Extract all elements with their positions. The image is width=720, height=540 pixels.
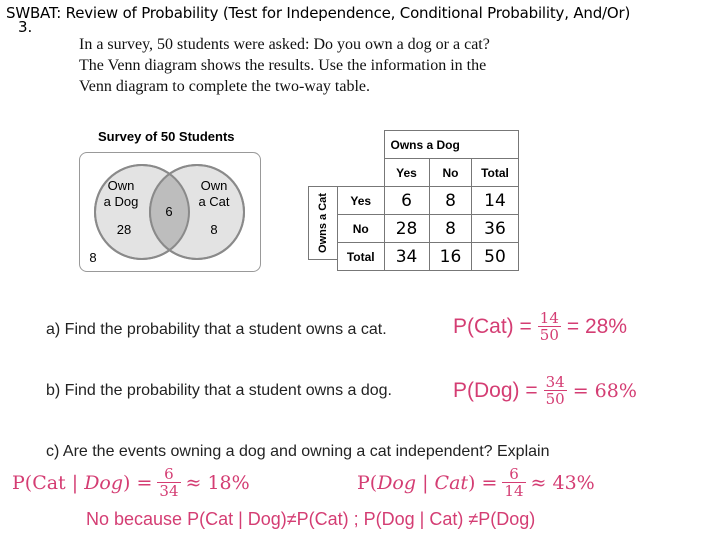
venn-title: Survey of 50 Students: [98, 129, 235, 144]
cell-value: 16: [439, 246, 462, 267]
answer-b: [453, 374, 637, 407]
answer-c2-fraction: [502, 466, 525, 499]
answer-b-fraction: [544, 374, 567, 407]
cell-value: 8: [445, 218, 456, 239]
answer-c2-result: ≈ 43%: [530, 471, 595, 494]
answer-c-cat-given-dog: [12, 466, 250, 499]
row-header: Total: [338, 243, 385, 271]
fraction-numerator: 6: [157, 466, 180, 483]
cell-value: 6: [401, 190, 412, 211]
answer-b-label: P(Dog) =: [453, 378, 538, 402]
top-header: Owns a Dog: [384, 131, 518, 159]
cat-label-line2: a Cat: [198, 194, 230, 209]
answer-c1-fraction: [157, 466, 180, 499]
question-b: b) Find the probability that a student owns a dog.: [46, 382, 392, 399]
dog-label-line1: Own: [107, 178, 135, 193]
answer-c1-result: ≈ 18%: [185, 471, 250, 494]
col-header: Total: [472, 159, 518, 187]
conclusion: No because P(Cat | Dog)≠P(Cat) ; P(Dog | Cat) ≠P(Dog): [86, 509, 536, 529]
fraction-numerator: 14: [539, 309, 559, 327]
problem-number: 3.: [18, 18, 33, 36]
fraction-denominator: 14: [504, 482, 524, 500]
table-cell: [384, 243, 429, 271]
side-header-box: [308, 186, 337, 260]
fraction-denominator: 50: [539, 326, 559, 344]
table-cell: [472, 243, 518, 271]
dog-label-line2: a Dog: [103, 194, 139, 209]
table-cell: [429, 243, 472, 271]
cat-label-line1: Own: [200, 178, 228, 193]
table-cell: [472, 215, 518, 243]
venn-value-cat-only: 8: [210, 222, 218, 237]
problem-line: In a survey, 50 students were asked: Do you own a dog or a cat?: [79, 36, 490, 53]
answer-b-result: = 68%: [572, 379, 637, 402]
answer-c-dog-given-cat: [357, 466, 595, 499]
side-header: Owns a Cat: [316, 193, 329, 253]
page-title: SWBAT: Review of Probability (Test for Independence, Conditional Probability, And/Or): [6, 4, 631, 22]
cell-value: 8: [445, 190, 456, 211]
fraction-denominator: 34: [159, 482, 179, 500]
two-way-table: [337, 130, 519, 271]
table-cell: [429, 187, 472, 215]
problem-line: Venn diagram to complete the two-way table.: [79, 78, 371, 95]
table-cell: [429, 215, 472, 243]
fraction-numerator: 34: [545, 373, 565, 391]
col-header: Yes: [384, 159, 429, 187]
cell-value: 36: [484, 218, 506, 239]
answer-a-result: = 28%: [566, 314, 628, 338]
answer-a: [453, 310, 627, 343]
fraction-numerator: 6: [502, 466, 525, 483]
cell-value: 34: [395, 246, 418, 267]
conditional-label: P(Dog | Cat) =: [357, 471, 498, 494]
col-header: No: [429, 159, 472, 187]
problem-line: The Venn diagram shows the results. Use the information in the: [79, 57, 487, 74]
venn-diagram: [79, 152, 263, 274]
answer-a-label: P(Cat) =: [453, 314, 532, 338]
table-cell: [384, 187, 429, 215]
cell-value: 14: [484, 190, 506, 211]
row-header: Yes: [338, 187, 385, 215]
table-cell: [384, 215, 429, 243]
answer-a-fraction: [538, 310, 561, 343]
cell-value: 28: [395, 218, 418, 239]
venn-value-dog-only: 28: [116, 222, 132, 237]
question-a: a) Find the probability that a student owns a cat.: [46, 321, 387, 338]
conditional-label: P(Cat | Dog) =: [12, 471, 153, 494]
row-header: No: [338, 215, 385, 243]
fraction-denominator: 50: [545, 390, 565, 408]
cell-value: 50: [484, 246, 506, 267]
table-cell: [472, 187, 518, 215]
question-c: c) Are the events owning a dog and owning a cat independent? Explain: [46, 443, 550, 460]
problem-statement: [79, 34, 549, 97]
venn-value-both: 6: [165, 204, 173, 219]
venn-value-neither: 8: [89, 250, 97, 265]
